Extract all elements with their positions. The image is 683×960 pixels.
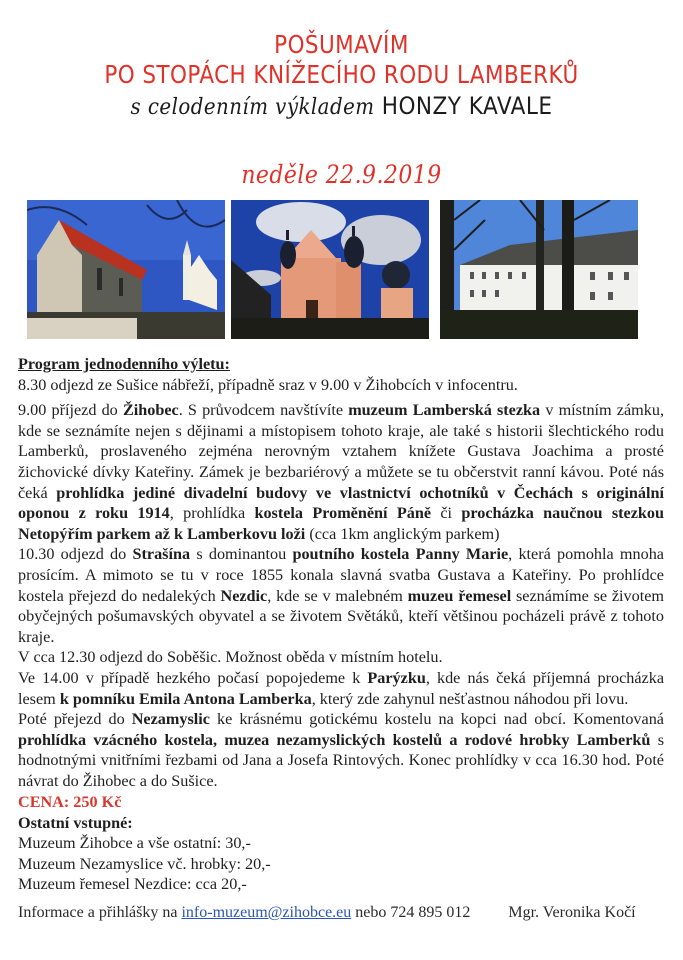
pricing-section <box>18 792 271 895</box>
phone-text: nebo 724 895 012 <box>355 904 471 921</box>
signature: Mgr. Veronika Kočí <box>508 904 636 921</box>
departure-info: 8.30 odjezd ze Sušice nábřeží, případně sraz v 9.00 v Žihobcích v infocentru. <box>18 375 518 394</box>
email-link[interactable]: info-muzeum@zihobce.eu <box>181 904 352 921</box>
photo-baroque-church <box>231 200 429 339</box>
photo-gothic-church <box>27 200 225 339</box>
photo-chateau <box>440 200 638 339</box>
fee-item: Muzeum Nezamyslice vč. hrobky: 20,- <box>18 854 271 873</box>
price-label: CENA: 250 Kč <box>18 793 122 811</box>
event-date: neděle 22.9.2019 <box>241 160 442 189</box>
subtitle-script: s celodenním výkladem <box>130 95 375 120</box>
title-line-1: POŠUMAVÍM <box>274 30 409 59</box>
program-sobesice: V cca 12.30 odjezd do Soběšic. Možnost oběda v místním hotelu. <box>18 648 443 667</box>
program-strasin: 10.30 odjezd do Strašína s dominantou poutního kostela Panny Marie, která pomohla mnoha prosícím. A mimoto se tu v roce 1855 konala slavná svatba Gustava a Kateřiny. Po prohlídce kostela přejezd do nedalekých Nezdic, kde se v malebném muzeu řemesel seznámíme se životem obyčejných pošumavských obyvatel a se životem Světáků, kteří většinou pocházeli právě z tohoto kraje. <box>18 545 665 646</box>
program-paryzek: Ve 14.00 v případě hezkého počasí popojedeme k Parýzku, kde nás čeká příjemná procházka lesem k pomníku Emila Antona Lamberka, který zde zahynul nešťastnou náhodou při lovu. <box>18 668 665 708</box>
fee-item: Muzeum řemesel Nezdice: cca 20,- <box>18 875 247 894</box>
program-section <box>18 354 664 791</box>
program-heading: Program jednodenního výletu: <box>18 355 230 373</box>
program-zihobce: 9.00 příjezd do Žihobec. S průvodcem navštívíte muzeum Lamberská stezka v místním zámku, kde se seznámíte nejen s dějinami a místopisem tohoto kraje, ale také s historii šlechtického rodu Lamberků, proslaveného zejména nerovným vztahem knížete Gustava Joachima a prosté žichovické dívky Kateřiny. Zámek je bezbariérový a můžete se tu občerstvit ranní kávou. Poté nás čeká prohlídka jediné divadelní budovy ve vlastnictví ochotníků v Čechách s originální oponou z roku 1914, prohlídka kostela Proměnění Páně či procházka naučnou stezkou Netopýřím parkem až k Lamberkovu loži (cca 1km anglickým parkem) <box>18 401 665 543</box>
other-fees-heading: Ostatní vstupné: <box>18 813 133 832</box>
title-line-2: PO STOPÁCH KNÍŽECÍHO RODU LAMBERKŮ <box>104 60 579 89</box>
contact-footer <box>18 904 636 922</box>
subtitle <box>34 92 649 120</box>
fee-item: Muzeum Žihobce a vše ostatní: 30,- <box>18 834 251 853</box>
program-nezamyslice: Poté přejezd do Nezamyslic ke krásnému gotickému kostelu na kopci nad obcí. Komentovaná prohlídka vzácného kostela, muzea nezamyslických kostelů a rodové hrobky Lamberků s hodnotnými vnitřními řezbami od Jana a Josefa Rintových. Konec prohlídky v cca 16.30 hod. Poté návrat do Žihobec a do Sušice. <box>18 710 664 790</box>
guide-name: HONZY KAVALE <box>381 92 553 120</box>
info-label: Informace a přihlášky na <box>18 904 178 921</box>
